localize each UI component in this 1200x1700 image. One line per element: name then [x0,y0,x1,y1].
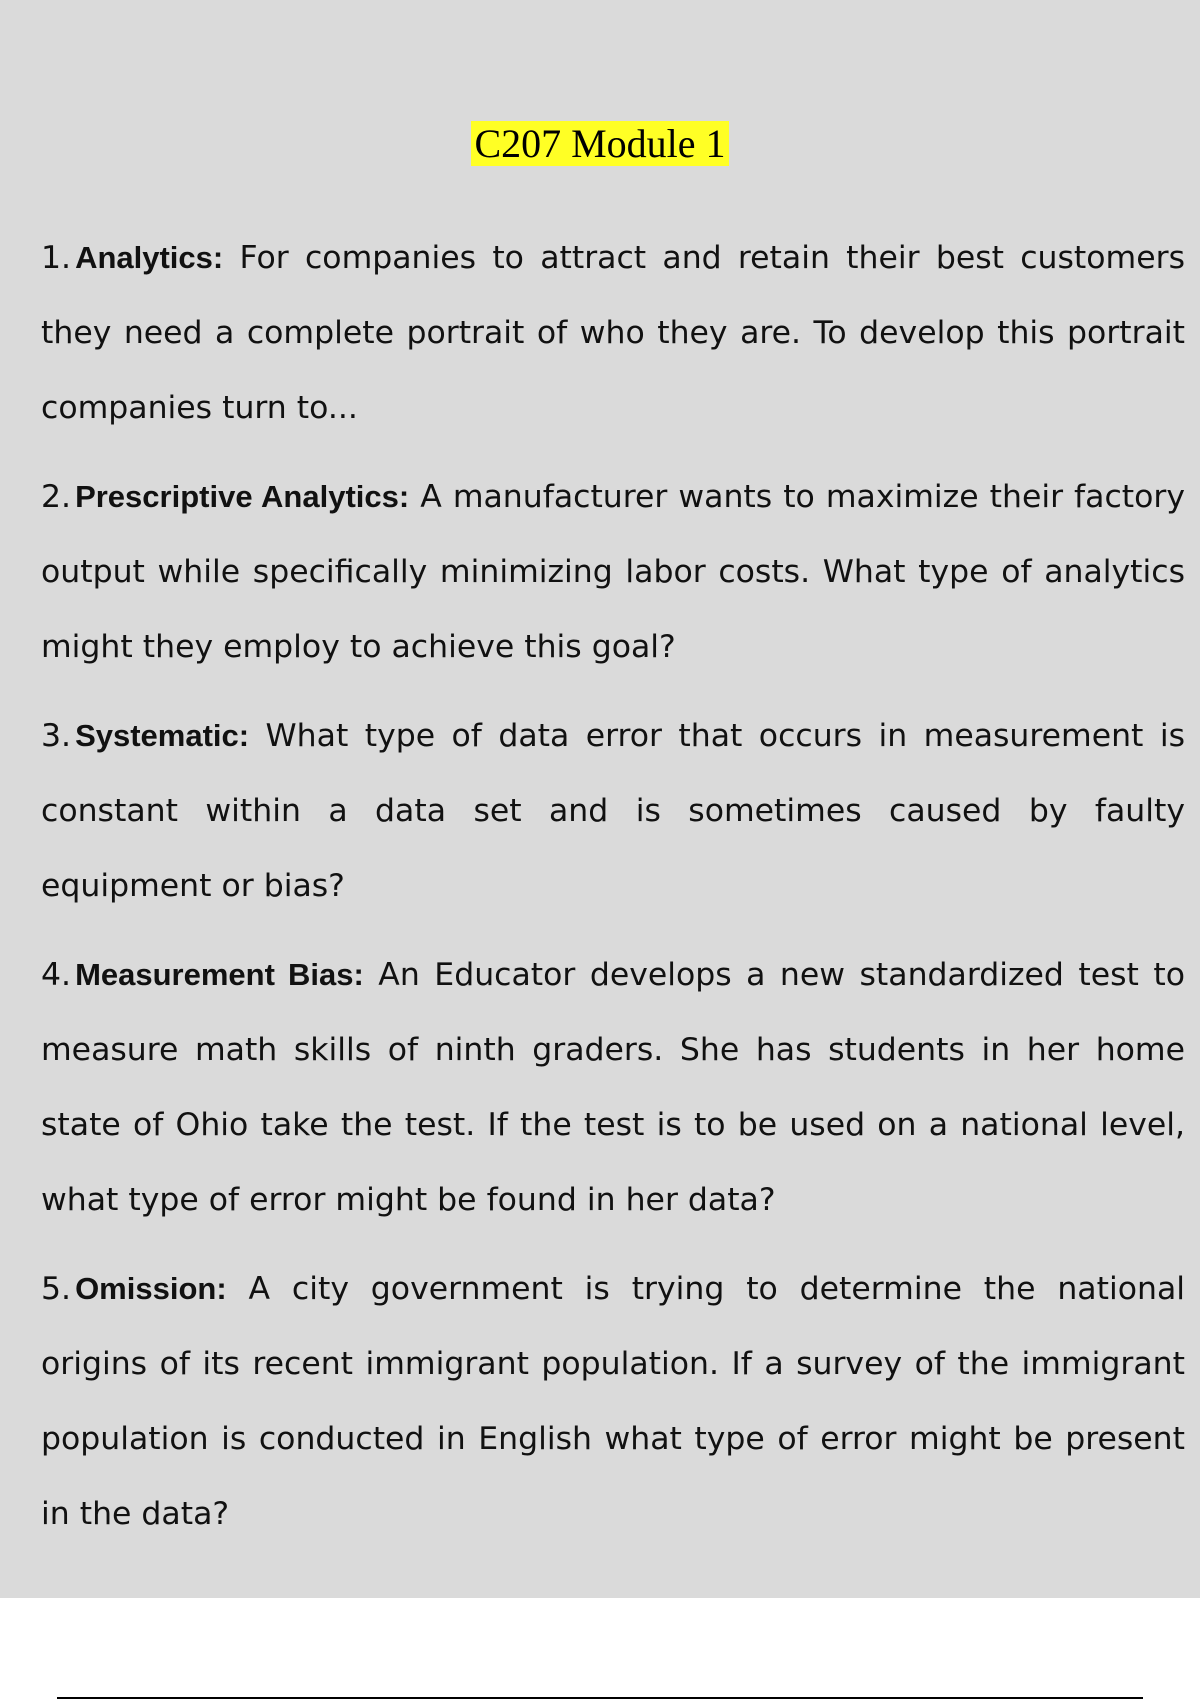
question-item-5 [41,1251,1185,1552]
question-item-2 [41,459,1185,685]
question-number: 1. [41,240,72,276]
question-term: Measurement Bias: [75,957,364,992]
question-text: A city government is trying to determine the national origins of its recent immigrant population. If a survey of the immigrant population is conducted in English what type of error might be present in the data? [41,1271,1185,1532]
question-term: Prescriptive Analytics: [75,479,410,514]
title-highlight: C207 Module 1 [471,121,728,166]
question-text: What type of data error that occurs in measurement is constant within a data set and is sometimes caused by faulty equipment or bias? [41,718,1185,904]
question-text: For companies to attract and retain their best customers they need a complete portrait of who they are. To develop this portrait companies turn to... [41,240,1185,426]
question-list [41,220,1185,1565]
page-title [0,120,1200,168]
question-item-3 [41,698,1185,924]
question-item-1 [41,220,1185,446]
question-term: Omission: [75,1271,227,1306]
question-term: Analytics: [75,240,224,275]
question-term: Systematic: [75,718,250,753]
question-number: 2. [41,479,72,515]
question-number: 4. [41,957,72,993]
question-number: 5. [41,1271,72,1307]
question-number: 3. [41,718,72,754]
question-text: A manufacturer wants to maximize their factory output while specifically minimizing labor costs. What type of analytics might they employ to achieve this goal? [41,479,1185,665]
question-text: An Educator develops a new standardized test to measure math skills of ninth graders. She has students in her home state of Ohio take the test. If the test is to be used on a national level, what type of error might be found in her data? [41,957,1185,1218]
question-item-4 [41,937,1185,1238]
footer-divider [57,1697,1143,1699]
